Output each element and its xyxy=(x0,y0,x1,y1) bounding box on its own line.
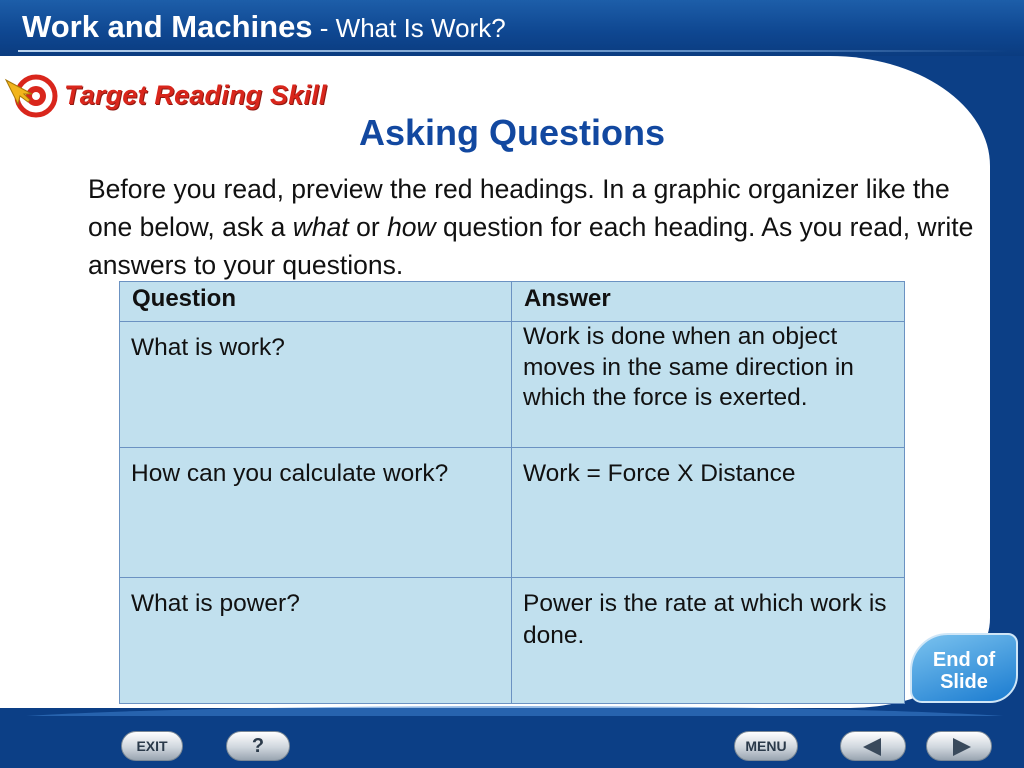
skill-label: Target Reading Skill xyxy=(64,80,327,110)
help-button[interactable]: ? xyxy=(226,731,290,761)
answer-cell: Work = Force X Distance xyxy=(512,448,905,578)
intro-how: how xyxy=(387,212,436,242)
chapter-title: Work and Machines xyxy=(22,9,313,44)
intro-text-2: question for each heading. As you read, write answers to your questions. xyxy=(88,212,974,280)
next-button[interactable] xyxy=(926,731,992,761)
question-cell: What is power? xyxy=(120,578,512,704)
question-answer-table xyxy=(119,281,905,704)
section-title: - What Is Work? xyxy=(312,13,506,43)
table-row xyxy=(120,322,905,448)
table-row xyxy=(120,448,905,578)
header-title xyxy=(22,9,506,45)
intro-text-1: Before you read, preview the red headings. In a graphic organizer like the one below, ask a xyxy=(88,174,950,242)
answer-cell: Power is the rate at which work is done. xyxy=(512,578,905,704)
intro-what: what xyxy=(292,212,349,242)
intro-paragraph xyxy=(88,170,988,284)
end-of-slide-badge: End of Slide xyxy=(910,633,1018,703)
previous-button[interactable] xyxy=(840,731,906,761)
exit-button[interactable]: EXIT xyxy=(121,731,183,761)
question-cell: How can you calculate work? xyxy=(120,448,512,578)
arrow-right-icon xyxy=(927,732,993,762)
table-header-row xyxy=(120,282,905,322)
answer-cell: Work is done when an object moves in the same direction in which the force is exerted. xyxy=(512,322,905,448)
header-bar xyxy=(0,0,1024,56)
column-header-question: Question xyxy=(120,282,512,322)
menu-button[interactable]: MENU xyxy=(734,731,798,761)
column-header-answer: Answer xyxy=(512,282,905,322)
intro-or: or xyxy=(348,212,388,242)
header-divider xyxy=(18,50,1008,52)
arrow-left-icon xyxy=(841,732,907,762)
slide-title: Asking Questions xyxy=(358,112,666,153)
table-row xyxy=(120,578,905,704)
question-cell: What is work? xyxy=(120,322,512,448)
